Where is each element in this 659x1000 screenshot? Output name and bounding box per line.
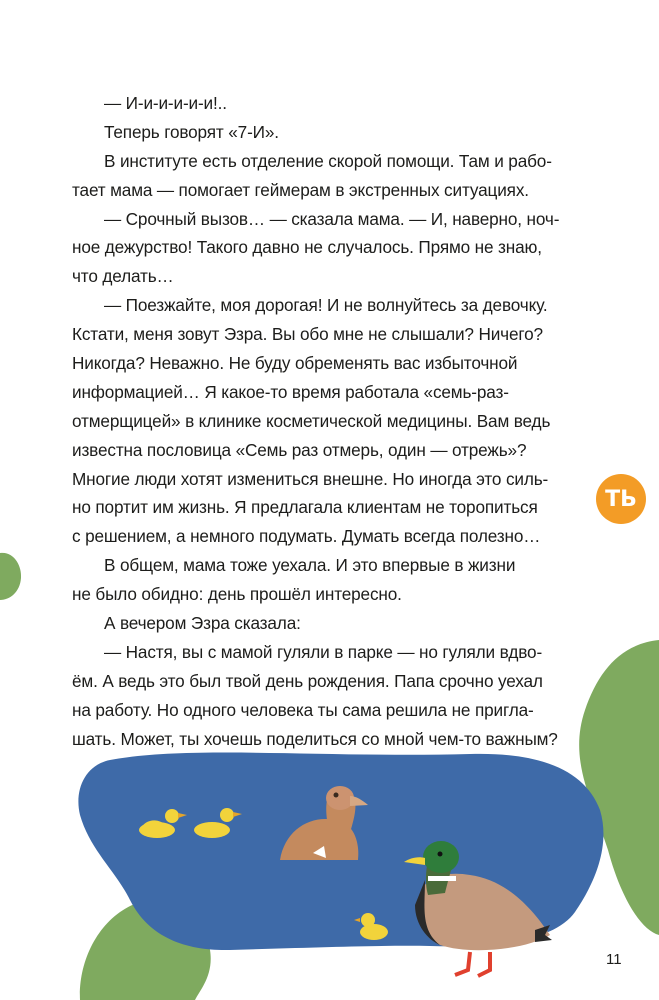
text-line: ное дежурство! Такого давно не случалось. Прямо не знаю, — [72, 237, 542, 258]
text-line: В общем, мама тоже уехала. И это впервые в жизни — [104, 555, 516, 576]
text-line: Теперь говорят «7-И». — [104, 121, 279, 142]
text-line: с решением, а немного подумать. Думать всегда полезно… — [72, 526, 541, 547]
text-line: не было обидно: день прошёл интересно. — [72, 584, 402, 605]
text-line: но портит им жизнь. Я предлагала клиентам не торопиться — [72, 497, 538, 518]
text-line: — Настя, вы с мамой гуляли в парке — но гуляли вдво- — [104, 641, 543, 662]
text-line: Никогда? Неважно. Не буду обременять вас избыточной — [72, 353, 518, 374]
story-text — [72, 89, 572, 753]
text-line: известна пословица «Семь раз отмерь, один — отрежь»? — [72, 439, 527, 460]
page-number: 11 — [606, 951, 622, 968]
text-line: Кстати, меня зовут Эзра. Вы обо мне не слышали? Ничего? — [72, 324, 543, 345]
text-line: В институте есть отделение скорой помощи. Там и рабо- — [104, 150, 552, 171]
text-line: информацией… Я какое-то время работала «семь-раз- — [72, 381, 509, 402]
text-line: отмерщицей» в клинике косметической медицины. Вам ведь — [72, 410, 551, 431]
letter-badge: ТЬ — [596, 474, 646, 524]
text-line: тает мама — помогает геймерам в экстренных ситуациях. — [72, 179, 529, 200]
text-line: — И-и-и-и-и-и!.. — [104, 93, 227, 113]
text-line: — Поезжайте, моя дорогая! И не волнуйтесь за девочку. — [104, 295, 548, 316]
text-line: что делать… — [72, 266, 174, 287]
text-line: А вечером Эзра сказала: — [104, 613, 301, 634]
text-line: на работу. Но одного человека ты сама решила не пригла- — [72, 699, 534, 720]
text-line: шать. Может, ты хочешь поделиться со мной чем-то важным? — [72, 728, 558, 749]
right-bush — [579, 640, 659, 935]
text-line: ём. А ведь это был твой день рождения. Папа срочно уехал — [72, 670, 543, 691]
text-line: — Срочный вызов… — сказала мама. — И, наверно, ноч- — [104, 208, 560, 229]
left-bush — [0, 553, 21, 600]
text-line: Многие люди хотят измениться внешне. Но иногда это силь- — [72, 468, 549, 489]
